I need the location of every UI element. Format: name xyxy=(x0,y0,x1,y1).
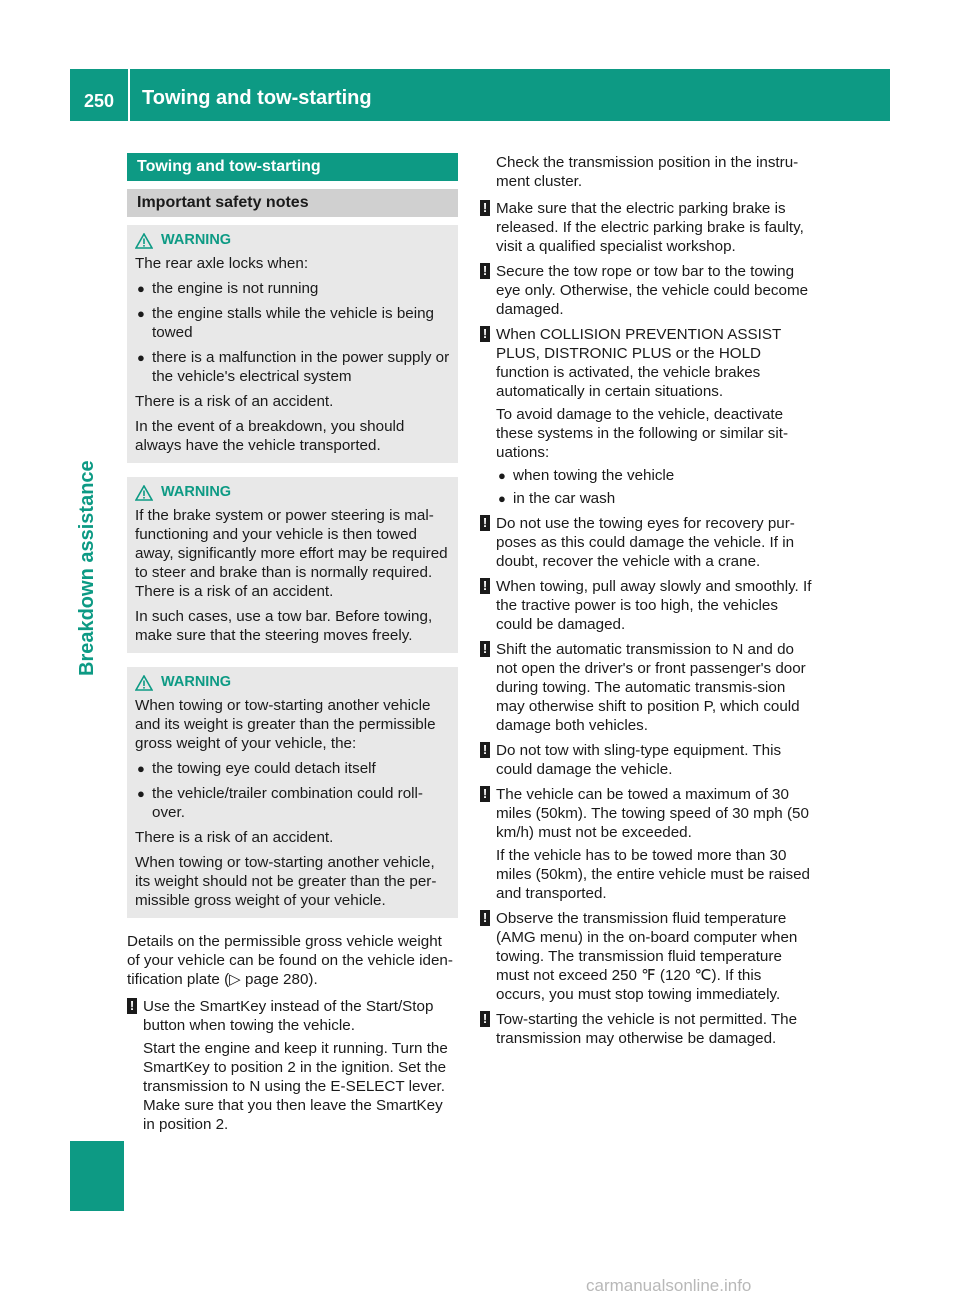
intro-text: Check the transmission position in the instru-ment cluster. xyxy=(496,154,799,190)
details-text: Details on the permissible gross vehicle weight of your vehicle can be found on the vehicle iden-tification plate (▷ page 280). xyxy=(127,933,453,988)
notice-item xyxy=(480,741,812,779)
notice-text: Use the SmartKey instead of the Start/Stop button when towing the vehicle. xyxy=(143,998,434,1034)
warning-text: In the event of a breakdown, you should always have the vehicle transported. xyxy=(135,418,405,454)
exclamation-icon: ! xyxy=(480,786,490,802)
warning-title: WARNING xyxy=(161,484,232,500)
warning-box-2 xyxy=(127,477,458,653)
notice-subtext: If the vehicle has to be towed more than 30 miles (50km), the entire vehicle must be raised and transported. xyxy=(496,847,810,902)
notice-item xyxy=(480,514,812,571)
warning-box-1 xyxy=(127,225,458,463)
notice-text: Secure the tow rope or tow bar to the towing eye only. Otherwise, the vehicle could become damaged. xyxy=(496,263,809,318)
exclamation-icon: ! xyxy=(480,200,490,216)
exclamation-icon: ! xyxy=(480,641,490,657)
exclamation-icon: ! xyxy=(480,1011,490,1027)
notice-text: Do not use the towing eyes for recovery pur-poses as this could damage the vehicle. If in doubt, recover the vehicle with a crane. xyxy=(496,515,795,570)
side-tab xyxy=(70,121,124,1211)
side-tab-label: Breakdown assistance xyxy=(76,460,98,676)
list-item: ● when towing the vehicle xyxy=(498,467,675,484)
warning-box-3 xyxy=(127,667,458,918)
watermark: carmanualsonline.info xyxy=(586,1276,752,1295)
warning-text: In such cases, use a tow bar. Before towing, make sure that the steering moves freely. xyxy=(135,608,433,644)
page-number: 250 xyxy=(84,91,115,111)
warning-title: WARNING xyxy=(161,232,232,248)
exclamation-icon: ! xyxy=(127,998,137,1014)
notice-text: Shift the automatic transmission to N and do not open the driver's or front passenger's door during towing. The automatic transmis-sion may otherwise shift to position P, which could damage both vehicles. xyxy=(496,641,806,734)
notice-item xyxy=(480,577,812,634)
notice-item xyxy=(480,909,812,1004)
list-item: ● the towing eye could detach itself xyxy=(137,760,376,777)
notice-item xyxy=(480,640,812,735)
header-title: Towing and tow-starting xyxy=(142,87,372,109)
warning-triangle-icon xyxy=(135,485,153,501)
subsection-title: Important safety notes xyxy=(127,189,458,217)
warning-text: There is a risk of an accident. xyxy=(135,829,334,846)
warning-triangle-icon xyxy=(135,675,153,691)
notice-text: When COLLISION PREVENTION ASSIST PLUS, DISTRONIC PLUS or the HOLD function is activated, the vehicle brakes automatically in certain situations. xyxy=(496,326,781,400)
warning-text: When towing or tow-starting another vehicle and its weight is greater than the permissible gross weight of your vehicle, the: xyxy=(135,697,436,752)
warning-header xyxy=(135,673,450,692)
exclamation-icon: ! xyxy=(480,263,490,279)
notice-item xyxy=(480,262,812,319)
exclamation-icon: ! xyxy=(480,578,490,594)
exclamation-icon: ! xyxy=(480,326,490,342)
notice-text: When towing, pull away slowly and smoothly. If the tractive power is too high, the vehicles could be damaged. xyxy=(496,578,812,633)
page-header xyxy=(70,69,890,121)
exclamation-icon: ! xyxy=(480,910,490,926)
notice-item xyxy=(127,997,458,1134)
section-title: Towing and tow-starting xyxy=(127,153,458,181)
notice-text: Do not tow with sling-type equipment. This could damage the vehicle. xyxy=(496,742,782,778)
notice-subtext: To avoid damage to the vehicle, deactivate these systems in the following or similar sit-uations: xyxy=(496,406,789,461)
warning-text: The rear axle locks when: xyxy=(135,255,309,272)
right-column xyxy=(480,153,812,1054)
notice-text: Tow-starting the vehicle is not permitted. The transmission may otherwise be damaged. xyxy=(496,1011,798,1047)
list-item: ● the engine is not running xyxy=(137,280,319,297)
notice-text: Observe the transmission fluid temperature (AMG menu) in the on-board computer when towing. The transmission fluid temperature must not exceed 250 ℉ (120 ℃). If this occurs, you must stop towing immediately. xyxy=(496,910,798,1003)
warning-text: There is a risk of an accident. xyxy=(135,393,334,410)
exclamation-icon: ! xyxy=(480,742,490,758)
warning-text: If the brake system or power steering is mal-functioning and your vehicle is then towed away, significantly more effort may be required to steer and brake than is normally required. There is a risk of an accident. xyxy=(135,507,448,600)
notice-item xyxy=(480,325,812,508)
warning-header xyxy=(135,231,450,250)
list-item: ● the vehicle/trailer combination could roll-over. xyxy=(137,785,423,821)
notice-text: The vehicle can be towed a maximum of 30 miles (50km). The towing speed of 30 mph (50 km/h) must not be exceeded. xyxy=(496,786,809,841)
header-divider xyxy=(128,69,130,121)
warning-header xyxy=(135,483,450,502)
list-item: ● the engine stalls while the vehicle is being towed xyxy=(137,305,434,341)
notice-item xyxy=(480,199,812,256)
warning-triangle-icon xyxy=(135,233,153,249)
warning-title: WARNING xyxy=(161,674,232,690)
notice-item xyxy=(480,1010,812,1048)
side-tab-marker xyxy=(70,1141,124,1211)
warning-text: When towing or tow-starting another vehicle, its weight should not be greater than the per-missible gross weight of your vehicle. xyxy=(135,854,437,909)
left-column xyxy=(127,153,458,1140)
notice-item xyxy=(480,785,812,903)
list-item: ● there is a malfunction in the power supply or the vehicle's electrical system xyxy=(137,349,450,385)
notice-text: Make sure that the electric parking brake is released. If the electric parking brake is faulty, visit a qualified specialist workshop. xyxy=(496,200,804,255)
notice-subtext: Start the engine and keep it running. Turn the SmartKey to position 2 in the ignition. Set the transmission to N using the E-SELECT lever. Make sure that you then leave the SmartKey in position 2. xyxy=(143,1040,448,1133)
exclamation-icon: ! xyxy=(480,515,490,531)
list-item: ● in the car wash xyxy=(498,490,616,507)
